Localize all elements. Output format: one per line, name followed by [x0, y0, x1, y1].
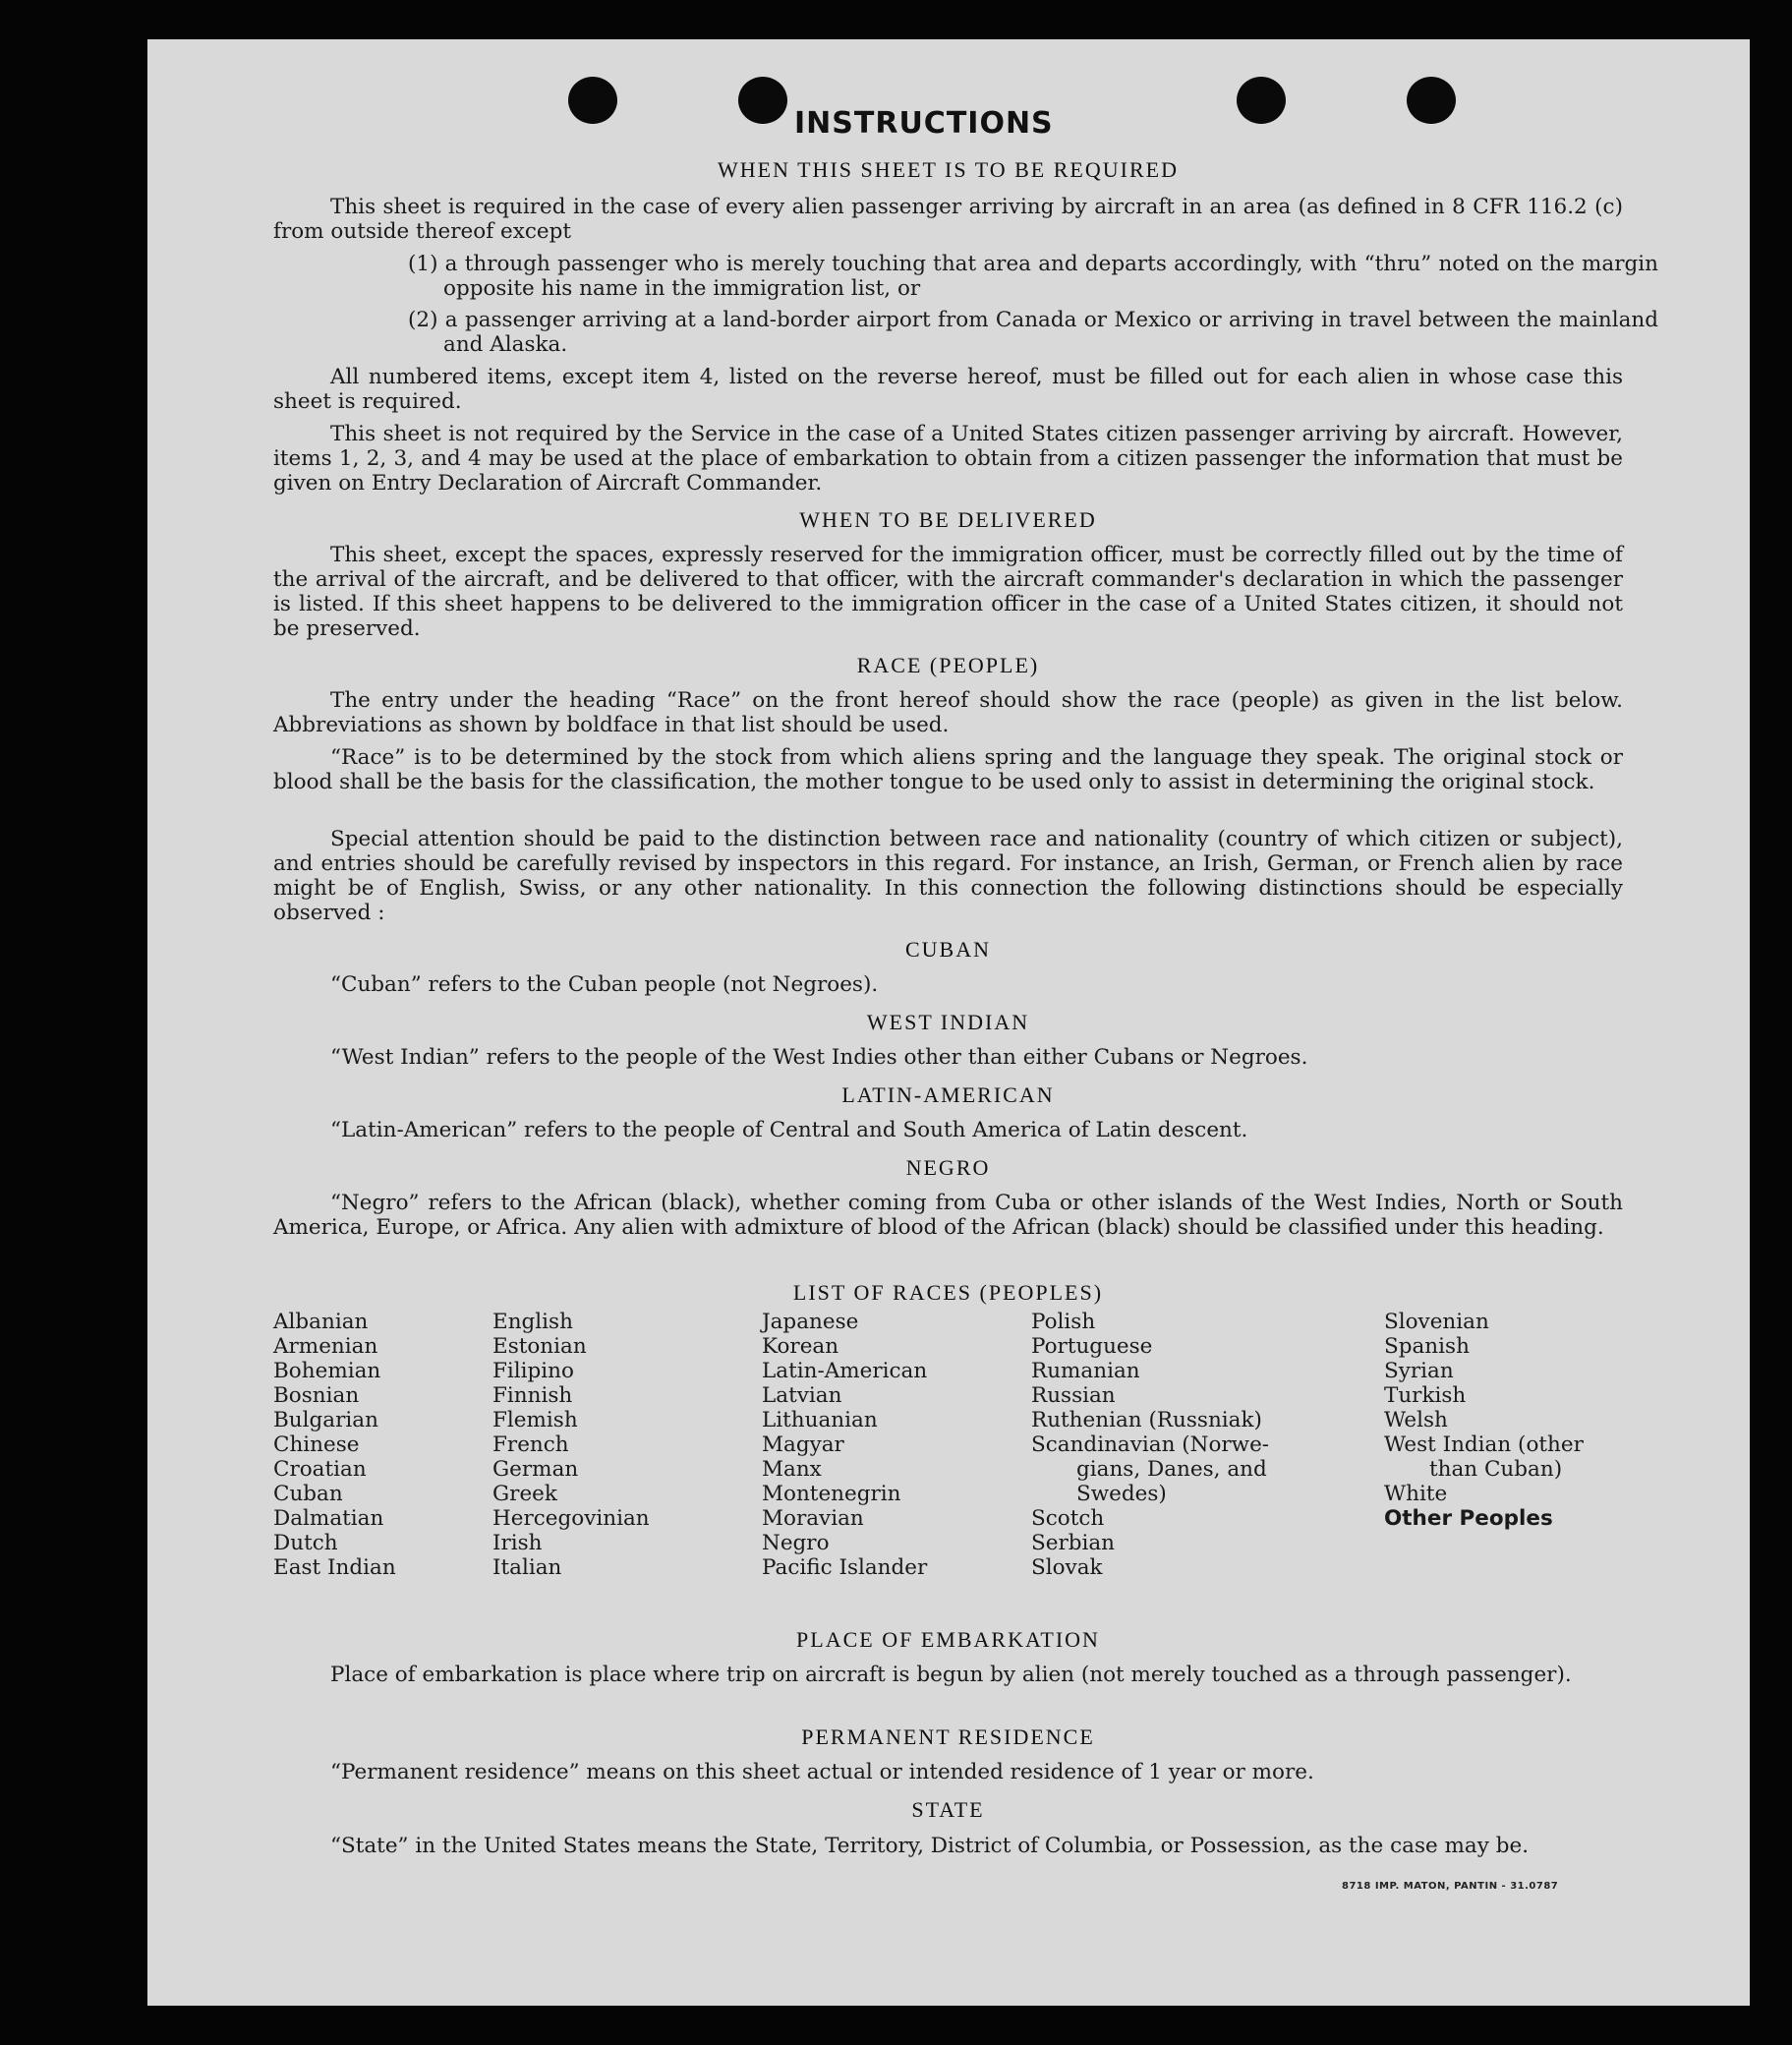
- race-item: Latvian: [762, 1383, 842, 1408]
- printer-note: 8718 IMP. MATON, PANTIN - 31.0787: [1342, 1881, 1559, 1892]
- race-column: [492, 1310, 650, 1580]
- race-item: gians, Danes, and: [1076, 1457, 1267, 1482]
- paragraph: “Negro” refers to the African (black), whether coming from Cuba or other islands of the West Indies, North or South America, Europe, or Africa. Any alien with admixture of blood of the African (black) should be classified under this heading.: [273, 1191, 1623, 1240]
- race-item: Rumanian: [1031, 1359, 1140, 1383]
- race-item: Negro: [762, 1531, 830, 1555]
- race-column: [1384, 1310, 1584, 1531]
- race-item: Montenegrin: [762, 1482, 901, 1506]
- race-item: Japanese: [762, 1310, 859, 1334]
- punch-hole: [738, 77, 787, 124]
- race-item: Serbian: [1031, 1531, 1116, 1555]
- race-item: Cuban: [273, 1482, 343, 1506]
- race-column: [1031, 1310, 1269, 1580]
- section-heading: CUBAN: [904, 937, 991, 962]
- section-heading: RACE (PEOPLE): [856, 653, 1040, 677]
- race-item: English: [492, 1310, 573, 1334]
- paragraph: All numbered items, except item 4, listed on the reverse hereof, must be filled out for each alien in whose case this sheet is required.: [273, 365, 1623, 414]
- race-item: Welsh: [1384, 1408, 1448, 1432]
- race-item: Dutch: [273, 1531, 338, 1555]
- section-heading: WHEN THIS SHEET IS TO BE REQUIRED: [718, 157, 1179, 182]
- section-heading: LATIN-AMERICAN: [841, 1082, 1055, 1107]
- list-item: (1) a through passenger who is merely touching that area and departs accordingly, with “thru” noted on the margin opposite his name in the immigration list, or: [408, 252, 1658, 301]
- race-item: Spanish: [1384, 1334, 1470, 1359]
- race-item: Syrian: [1384, 1359, 1454, 1383]
- race-item: Ruthenian (Russniak): [1031, 1408, 1262, 1432]
- race-item: Russian: [1031, 1383, 1116, 1408]
- race-item: Portuguese: [1031, 1334, 1153, 1359]
- race-item: Filipino: [492, 1359, 574, 1383]
- paragraph: “Permanent residence” means on this sheet actual or intended residence of 1 year or more.: [330, 1760, 1314, 1784]
- race-item: Turkish: [1384, 1383, 1467, 1408]
- paragraph: Special attention should be paid to the distinction between race and nationality (country of which citizen or subject), and entries should be carefully revised by inspectors in this regard. For instance, an Irish, German, or French alien by race might be of English, Swiss, or any other nationality. In this connection the following distinctions should be especially observed :: [273, 827, 1623, 925]
- race-item: Hercegovinian: [492, 1506, 650, 1531]
- race-item: Magyar: [762, 1432, 844, 1457]
- race-item: East Indian: [273, 1555, 396, 1580]
- race-item: French: [492, 1432, 569, 1457]
- race-item: Greek: [492, 1482, 557, 1506]
- race-item: Dalmatian: [273, 1506, 384, 1531]
- paragraph: “State” in the United States means the State, Territory, District of Columbia, or Possession, as the case may be.: [330, 1834, 1530, 1858]
- race-item: Irish: [492, 1531, 543, 1555]
- race-column: [273, 1310, 396, 1580]
- race-item: Scandinavian (Norwe-: [1031, 1432, 1270, 1457]
- race-item: than Cuban): [1429, 1457, 1563, 1482]
- race-item: Flemish: [492, 1408, 578, 1432]
- race-item: Other Peoples: [1384, 1506, 1553, 1531]
- race-item: Bosnian: [273, 1383, 360, 1408]
- punch-hole: [568, 77, 617, 124]
- punch-hole: [1407, 77, 1456, 124]
- race-item: Bohemian: [273, 1359, 381, 1383]
- section-heading: PERMANENT RESIDENCE: [801, 1724, 1095, 1749]
- race-item: Finnish: [492, 1383, 573, 1408]
- race-item: Moravian: [762, 1506, 864, 1531]
- paragraph: This sheet is required in the case of every alien passenger arriving by aircraft in an area (as defined in 8 CFR 116.2 (c) from outside thereof except: [273, 195, 1623, 244]
- race-item: Estonian: [492, 1334, 587, 1359]
- section-heading: STATE: [911, 1797, 985, 1822]
- page-title: INSTRUCTIONS: [794, 106, 1054, 141]
- paragraph: “Latin-American” refers to the people of Central and South America of Latin descent.: [330, 1118, 1248, 1142]
- paragraph: “West Indian” refers to the people of the West Indies other than either Cubans or Negroes.: [330, 1045, 1308, 1070]
- race-item: Lithuanian: [762, 1408, 878, 1432]
- race-item: Bulgarian: [273, 1408, 378, 1432]
- race-item: Manx: [762, 1457, 822, 1482]
- race-item: Korean: [762, 1334, 839, 1359]
- race-item: Latin-American: [762, 1359, 928, 1383]
- race-item: Polish: [1031, 1310, 1096, 1334]
- race-item: German: [492, 1457, 579, 1482]
- race-item: Scotch: [1031, 1506, 1105, 1531]
- race-item: Croatian: [273, 1457, 367, 1482]
- paragraph: Place of embarkation is place where trip on aircraft is begun by alien (not merely touched as a through passenger).: [330, 1663, 1572, 1687]
- section-heading: NEGRO: [905, 1155, 991, 1180]
- race-item: Slovak: [1031, 1555, 1103, 1580]
- race-item: Armenian: [273, 1334, 378, 1359]
- paragraph: This sheet, except the spaces, expressly reserved for the immigration officer, must be correctly filled out by the time of the arrival of the aircraft, and be delivered to that officer, with the aircraft commander's declaration in which the passenger is listed. If this sheet happens to be delivered to the immigration officer in the case of a United States citizen, it should not be preserved.: [273, 543, 1623, 641]
- section-heading: LIST OF RACES (PEOPLES): [792, 1280, 1104, 1305]
- race-item: Slovenian: [1384, 1310, 1489, 1334]
- race-item: West Indian (other: [1384, 1432, 1584, 1457]
- race-item: Italian: [492, 1555, 562, 1580]
- race-item: White: [1384, 1482, 1448, 1506]
- section-heading: WHEN TO BE DELIVERED: [799, 507, 1097, 532]
- section-heading: WEST INDIAN: [866, 1010, 1030, 1034]
- race-item: Chinese: [273, 1432, 360, 1457]
- paragraph: This sheet is not required by the Service in the case of a United States citizen passenger arriving by aircraft. However, items 1, 2, 3, and 4 may be used at the place of embarkation to obtain from a citizen passenger the information that must be given on Entry Declaration of Aircraft Commander.: [273, 422, 1623, 496]
- race-column: [762, 1310, 927, 1580]
- punch-hole: [1237, 77, 1286, 124]
- paragraph: The entry under the heading “Race” on the front hereof should show the race (people) as given in the list below. Abbreviations as shown by boldface in that list should be used.: [273, 688, 1623, 737]
- section-heading: PLACE OF EMBARKATION: [796, 1627, 1100, 1652]
- race-item: Pacific Islander: [762, 1555, 928, 1580]
- paragraph: “Race” is to be determined by the stock from which aliens spring and the language they speak. The original stock or blood shall be the basis for the classification, the mother tongue to be used only to assist in determining the original stock.: [273, 745, 1623, 794]
- paragraph: “Cuban” refers to the Cuban people (not Negroes).: [330, 972, 879, 997]
- race-item: Albanian: [273, 1310, 369, 1334]
- list-item: (2) a passenger arriving at a land-border airport from Canada or Mexico or arriving in travel between the mainland and Alaska.: [408, 308, 1658, 357]
- race-item: Swedes): [1076, 1482, 1167, 1506]
